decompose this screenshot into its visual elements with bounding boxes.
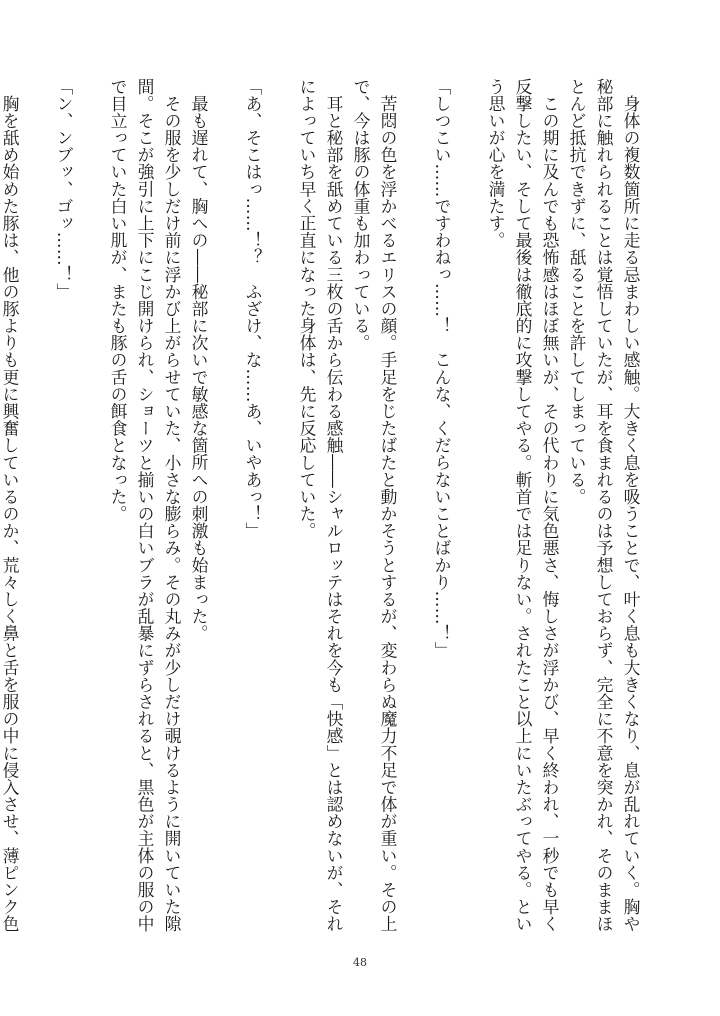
blank-line [212,78,239,79]
blank-line [77,78,104,79]
paragraph: 耳と秘部を舐めている三枚の舌から伝わる感触――シャルロッテはそれを今も「快感」とは認めないが、それによっていち早く正直になった身体は、先に反応していた。 [297,78,344,933]
page-number: 48 [353,956,367,969]
dialogue-line: 「しつこい……ですわねっ……！ こんな、くだらないことばかり……！」 [432,78,452,660]
blank-line [266,78,293,79]
paragraph: 身体の複数箇所に走る忌まわしい感触。大きく息を吸うことで、叶く息も大きくなり、息が乱れていく。胸や秘部に触れられることは覚悟していたが、耳を食まれるのは予想しておらず、完全に不意を突かれ、そのままほとんど抵抗できずに、舐ることを許してしまっている。 [567,78,641,933]
paragraph: この期に及んでも恐怖感はほぼ無いが、その代わりに気色悪さ、悔しさが浮かび、早く終われ、一秒でも早く反撃したい、そして最後は徹底的に攻撃してやる。斬首では足りない。されたこと以上にいたぶってやる。という思いが心を満たす。 [486,78,560,933]
paragraph: 最も遅れて、胸への――秘部に次いで敏感な箇所への刺激も始まった。 [189,78,209,642]
paragraph: その服を少しだけ前に浮かび上がらせていた、小さな膨らみ。その丸みが少しだけ覗けるように開いていた隙間。そこが強引に上下にこじ開けられ、ショーツと揃いの白いブラが乱暴にずらされると、黒色が主体の服の中で目立っていた白い肌が、またも豚の舌の餌食となった。 [108,78,182,933]
blank-line [23,78,50,79]
blank-line [455,78,482,79]
dialogue-line: 「ン、ンブッ、ゴッ……！」 [54,78,74,301]
dialogue-line: 「あ、そこはっ……！？ ふざけ、な……あ、いやあっ！」 [243,78,263,540]
paragraph: 胸を舐め始めた豚は、他の豚よりも更に興奮しているのか、荒々しく鼻と舌を服の中に侵入させ、薄ピンク色 [0,95,20,933]
blank-line [401,78,428,79]
paragraph: 苦悶の色を浮かべるエリスの顔。手足をじたばたと動かそうとするが、変わらぬ魔力不足で体が重い。その上で、今は豚の体重も加わっている。 [351,78,398,933]
vertical-text-body [0,78,644,948]
